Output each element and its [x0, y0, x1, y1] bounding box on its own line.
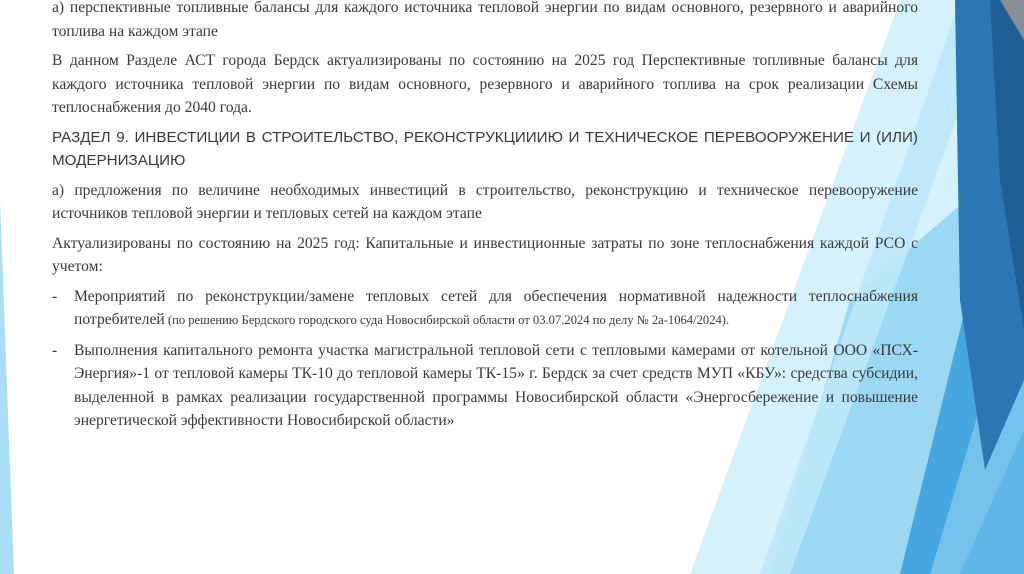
paragraph-updated-costs: Актуализированы по состоянию на 2025 год: Капитальные и инвестиционные затраты по зоне теплоснабжения каждой РСО с учетом:	[52, 234, 918, 275]
bullet-item-reconstruction	[52, 285, 918, 333]
paragraph-fuel-balances: а) перспективные топливные балансы для каждого источника тепловой энергии по видам основного, резервного и аварийного топлива на каждом этапе	[52, 0, 918, 40]
bullet-court-note: (по решению Бердского городского суда Новосибирской области от 03.07.2024 по делу № 2а-1064/2024).	[164, 313, 730, 327]
document-body	[52, 0, 918, 439]
section-heading: РАЗДЕЛ 9. ИНВЕСТИЦИИ В СТРОИТЕЛЬСТВО, РЕКОНСТРУКЦИИИЮ И ТЕХНИЧЕСКОЕ ПЕРЕВООРУЖЕНИЕ И (ИЛИ) МОДЕРНИЗАЦИЮ	[52, 128, 918, 169]
bullet-text: Выполнения капитального ремонта участка магистральной тепловой сети с тепловыми камерами от котельной ООО «ПСХ-Энергия»-1 от тепловой камеры ТК-10 до тепловой камеры ТК-15» г. Бердск за счет средств МУП «КБУ»: средства субсидии, выделенной в рамках реализации государственной программы Новосибирской области «Энергосбережение и повышение энергетической эффективности Новосибирской области»	[74, 341, 918, 429]
paragraph-ast-berdsk: В данном Разделе АСТ города Бердск актуализированы по состоянию на 2025 год Перспективные топливные балансы для каждого источника тепловой энергии по видам основного, резервного и аварийного топлива на срок реализации Схемы теплоснабжения до 2040 года.	[52, 52, 918, 116]
bullet-dash: -	[52, 287, 58, 305]
bullet-dash: -	[52, 341, 58, 359]
bullet-text	[74, 285, 918, 333]
bullet-main-text: Мероприятий по реконструкции/замене тепловых сетей для обеспечения нормативной надежности теплоснабжения потребителей	[74, 287, 918, 328]
paragraph-investment-proposals: а) предложения по величине необходимых инвестиций в строительство, реконструкцию и техническое перевооружение источников тепловой энергии и тепловых сетей на каждом этапе	[52, 181, 918, 222]
bullet-item-capital-repair	[52, 339, 918, 433]
left-sliver-shape	[0, 200, 14, 574]
